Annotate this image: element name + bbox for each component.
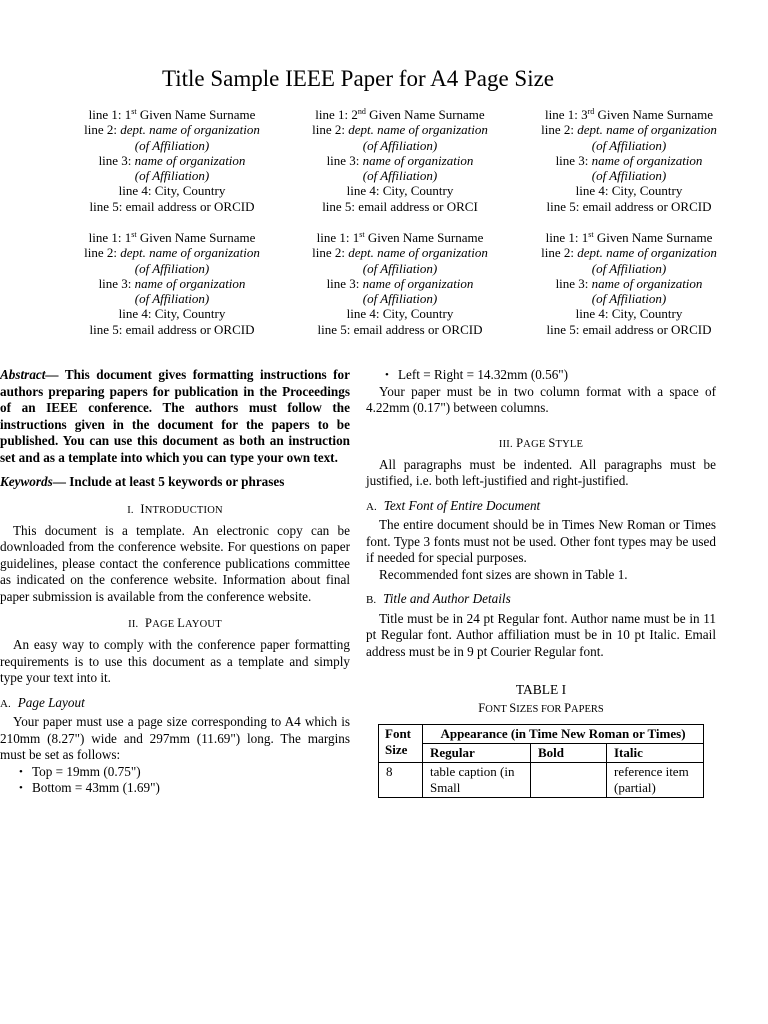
dept-name: dept. name of organization bbox=[348, 122, 488, 138]
org-name: name of organization bbox=[134, 275, 246, 291]
author-org-line: line 3: name of organization bbox=[555, 152, 703, 168]
author-email-line: line 5: email address or ORCI bbox=[322, 198, 478, 214]
author-org-line: line 3: name of organization bbox=[326, 152, 474, 168]
list-item: • Bottom = 43mm (1.69") bbox=[0, 780, 350, 797]
affiliation-note: (of Affiliation) bbox=[362, 260, 438, 276]
table-cell: table caption (in Small bbox=[423, 763, 531, 798]
table-header-row bbox=[379, 725, 704, 744]
table-header-regular: Regular bbox=[423, 744, 531, 763]
author-name-line: line 1: 1st Given Name Surname bbox=[316, 230, 484, 245]
ordinal-suffix: st bbox=[359, 230, 365, 239]
author-org-line: line 3: name of organization bbox=[326, 275, 474, 291]
author-affiliation bbox=[280, 107, 520, 214]
author-affiliation bbox=[509, 230, 749, 337]
right-column bbox=[366, 367, 716, 798]
affiliation-note: (of Affiliation) bbox=[134, 291, 210, 307]
table-cell: 8 bbox=[379, 763, 423, 798]
dept-name: dept. name of organization bbox=[577, 122, 717, 138]
affiliation-note: (of Affiliation) bbox=[591, 137, 667, 153]
title-author-paragraph: Title must be in 24 pt Regular font. Author name must be in 11 pt Regular font. Author affiliation must be in 10 pt Italic. Email address must be in 9 pt Courier Regular font. bbox=[366, 610, 716, 659]
table-cell: reference item (partial) bbox=[607, 763, 704, 798]
ordinal-suffix: nd bbox=[357, 107, 366, 116]
font-size-reference-paragraph: Recommended font sizes are shown in Table 1. bbox=[379, 566, 628, 582]
author-location-line: line 4: City, Country bbox=[118, 183, 226, 199]
list-item: • Top = 19mm (0.75") bbox=[0, 764, 350, 781]
abstract bbox=[0, 367, 350, 466]
author-email-line: line 5: email address or ORCID bbox=[546, 321, 712, 337]
subsection-heading-page-layout: A. Page Layout bbox=[0, 694, 85, 710]
author-location-line: line 4: City, Country bbox=[346, 306, 454, 322]
section-heading-page-style: III. PAGE STYLE bbox=[498, 435, 584, 450]
table-cell bbox=[531, 763, 607, 798]
ordinal-suffix: st bbox=[131, 107, 137, 116]
affiliation-note: (of Affiliation) bbox=[134, 137, 210, 153]
author-affiliation bbox=[52, 107, 292, 214]
affiliation-note: (of Affiliation) bbox=[591, 291, 667, 307]
subsection-heading-title-author: B. Title and Author Details bbox=[366, 591, 511, 606]
author-dept-line: line 2: dept. name of organization bbox=[84, 245, 260, 261]
affiliation-note: (of Affiliation) bbox=[591, 260, 667, 276]
author-name-line: line 1: 1st Given Name Surname bbox=[545, 230, 713, 245]
affiliation-note: (of Affiliation) bbox=[362, 168, 438, 184]
table-label: TABLE I bbox=[515, 682, 567, 697]
author-dept-line: line 2: dept. name of organization bbox=[541, 245, 717, 261]
org-name: name of organization bbox=[134, 152, 246, 168]
author-dept-line: line 2: dept. name of organization bbox=[84, 122, 260, 138]
abstract-label: Abstract— bbox=[0, 367, 59, 382]
author-name-line: line 1: 2nd Given Name Surname bbox=[315, 107, 485, 122]
page-style-paragraph: All paragraphs must be indented. All paragraphs must be justified, i.e. both left-justified and right-justified. bbox=[366, 456, 716, 488]
section-heading-introduction: I. INTRODUCTION bbox=[127, 501, 223, 516]
org-name: name of organization bbox=[362, 275, 474, 291]
author-name-line: line 1: 1st Given Name Surname bbox=[88, 230, 256, 245]
author-email-line: line 5: email address or ORCID bbox=[89, 321, 255, 337]
affiliation-note: (of Affiliation) bbox=[362, 137, 438, 153]
ordinal-suffix: st bbox=[588, 230, 594, 239]
margin-list-continued bbox=[366, 367, 716, 384]
subsection-heading-text-font: A. Text Font of Entire Document bbox=[366, 497, 541, 513]
affiliation-note: (of Affiliation) bbox=[134, 168, 210, 184]
author-org-line: line 3: name of organization bbox=[98, 152, 246, 168]
introduction-paragraph: This document is a template. An electronic copy can be downloaded from the conference website. For questions on paper guidelines, please contact the conference publications committee as indicated on the conference website. Information about final paper submission is available from the conference website. bbox=[0, 522, 350, 604]
column-format-paragraph: Your paper must be in two column format with a space of 4.22mm (0.17") between columns. bbox=[366, 383, 716, 415]
author-name-line: line 1: 1st Given Name Surname bbox=[88, 107, 256, 122]
table-header-bold: Bold bbox=[531, 744, 607, 763]
dept-name: dept. name of organization bbox=[348, 245, 488, 261]
affiliation-note: (of Affiliation) bbox=[134, 260, 210, 276]
text-font-paragraph: The entire document should be in Times New Roman or Times font. Type 3 fonts must not be used. Other font types may be used if needed for special purposes. bbox=[366, 517, 716, 565]
org-name: name of organization bbox=[591, 152, 703, 168]
author-dept-line: line 2: dept. name of organization bbox=[312, 122, 488, 138]
author-location-line: line 4: City, Country bbox=[575, 306, 683, 322]
author-org-line: line 3: name of organization bbox=[98, 275, 246, 291]
section-heading-page-layout: II. PAGE LAYOUT bbox=[128, 616, 222, 630]
author-location-line: line 4: City, Country bbox=[346, 183, 454, 199]
author-location-line: line 4: City, Country bbox=[575, 183, 683, 199]
author-name-line: line 1: 3rd Given Name Surname bbox=[544, 107, 714, 122]
affiliation-note: (of Affiliation) bbox=[362, 291, 438, 307]
paper-title: Title Sample IEEE Paper for A4 Page Size bbox=[162, 66, 554, 91]
author-email-line: line 5: email address or ORCID bbox=[317, 321, 483, 337]
dept-name: dept. name of organization bbox=[120, 245, 260, 261]
author-dept-line: line 2: dept. name of organization bbox=[312, 245, 488, 261]
org-name: name of organization bbox=[591, 275, 703, 291]
margin-list bbox=[0, 764, 350, 797]
author-org-line: line 3: name of organization bbox=[555, 275, 703, 291]
dept-name: dept. name of organization bbox=[577, 245, 717, 261]
author-dept-line: line 2: dept. name of organization bbox=[541, 122, 717, 138]
keywords-text: — Include at least 5 keywords or phrases bbox=[52, 474, 285, 489]
affiliation-note: (of Affiliation) bbox=[591, 168, 667, 184]
page-size-paragraph: Your paper must use a page size corresponding to A4 which is 210mm (8.27") wide and 297mm (11.69") long. The margins must be set as follows: bbox=[0, 714, 350, 762]
table-header-appearance: Appearance (in Time New Roman or Times) bbox=[423, 725, 704, 744]
author-email-line: line 5: email address or ORCID bbox=[546, 198, 712, 214]
abstract-text: This document gives formatting instructions for authors preparing papers for publication in the Proceedings of an IEEE conference. The authors must follow the instructions given in the document for the papers to be published. You can use this document as both an instruction set and as a template into which you can type your own text. bbox=[0, 367, 350, 465]
ordinal-suffix: st bbox=[131, 230, 137, 239]
ordinal-suffix: rd bbox=[587, 107, 595, 116]
author-email-line: line 5: email address or ORCID bbox=[89, 198, 255, 214]
left-column bbox=[0, 367, 350, 797]
table-header-italic: Italic bbox=[607, 744, 704, 763]
table-header-row bbox=[379, 744, 704, 763]
author-affiliation bbox=[509, 107, 749, 214]
table-caption: FONT SIZES FOR PAPERS bbox=[478, 700, 604, 715]
list-item: • Left = Right = 14.32mm (0.56") bbox=[366, 367, 716, 384]
keywords bbox=[0, 474, 350, 491]
table-header-font-size: Font Size bbox=[379, 725, 423, 763]
dept-name: dept. name of organization bbox=[120, 122, 260, 138]
org-name: name of organization bbox=[362, 152, 474, 168]
font-sizes-table bbox=[378, 724, 704, 798]
author-location-line: line 4: City, Country bbox=[118, 306, 226, 322]
keywords-label: Keywords bbox=[0, 474, 53, 489]
page-layout-paragraph: An easy way to comply with the conference paper formatting requirements is to use this document as a template and simply type your text into it. bbox=[0, 637, 350, 685]
author-affiliation bbox=[280, 230, 520, 337]
table-row bbox=[379, 763, 704, 798]
author-affiliation bbox=[52, 230, 292, 337]
